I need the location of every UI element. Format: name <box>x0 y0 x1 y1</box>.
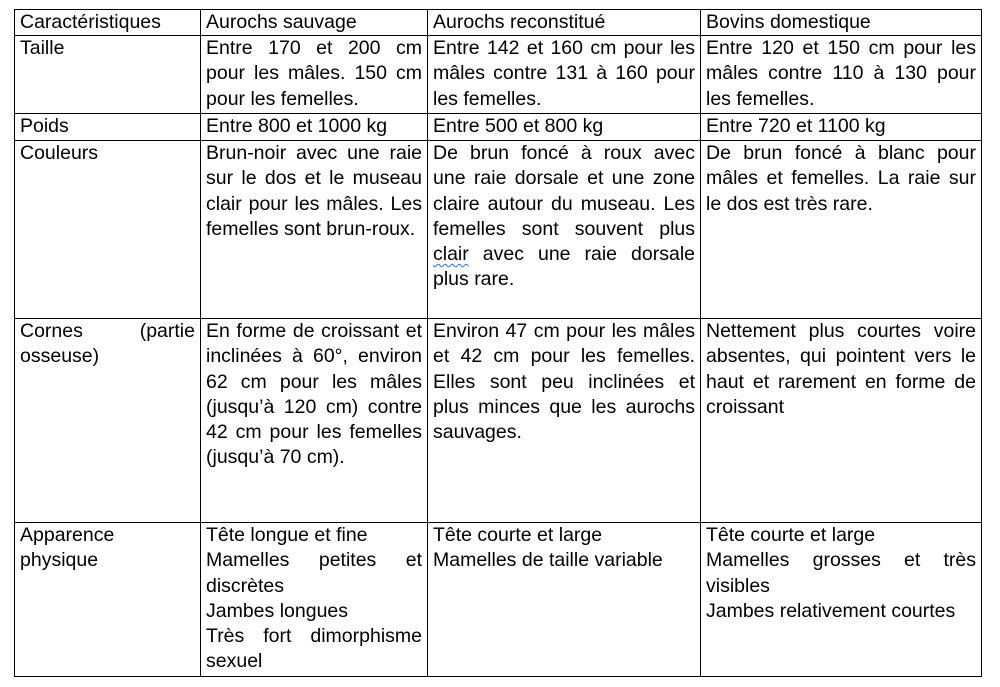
table-row <box>15 114 982 141</box>
comparison-table <box>14 9 982 677</box>
table-row <box>15 36 982 114</box>
row-label-appearance: Apparence physique <box>15 523 201 677</box>
cell-colors-domestic: De brun foncé à blanc pour mâles et femelles. La raie sur le dos est très rare. <box>701 141 982 319</box>
cell-weight-wild: Entre 800 et 1000 kg <box>201 114 428 141</box>
cell-colors-wild: Brun-noir avec une raie sur le dos et le museau clair pour les mâles. Les femelles sont brun-roux. <box>201 141 428 319</box>
cell-weight-domestic: Entre 720 et 1100 kg <box>701 114 982 141</box>
row-label-size: Taille <box>15 36 201 114</box>
table-row <box>15 523 982 677</box>
cell-colors-reconstituted-text-end: avec une raie dorsale plus rare. <box>433 243 695 291</box>
cell-horns-wild: En forme de croissant et inclinées à 60°, environ 62 cm pour les mâles (jusqu’à 120 cm) contre 42 cm pour les femelles (jusqu’à 70 cm). <box>201 319 428 523</box>
row-label-horns: Cornes (partie osseuse) <box>15 319 201 523</box>
row-label-colors: Couleurs <box>15 141 201 319</box>
table-row <box>15 319 982 523</box>
list-item: Mamelles de taille variable <box>433 549 663 572</box>
cell-size-reconstituted: Entre 142 et 160 cm pour les mâles contre 131 à 160 pour les femelles. <box>428 36 701 114</box>
list-item: Jambes longues <box>206 599 349 622</box>
list-item: Tête longue et fine <box>206 524 368 547</box>
table-row <box>15 141 982 319</box>
header-domestic-cattle: Bovins domestique <box>701 10 982 36</box>
header-wild-aurochs: Aurochs sauvage <box>201 10 428 36</box>
list-item: Mamelles petites et discrètes <box>206 549 422 597</box>
row-label-weight: Poids <box>15 114 201 141</box>
list-item: Tête courte et large <box>706 524 876 547</box>
cell-appearance-wild <box>201 523 428 677</box>
cell-horns-domestic: Nettement plus courtes voire absentes, qui pointent vers le haut et rarement en forme de croissant <box>701 319 982 523</box>
list-item: Tête courte et large <box>433 524 603 547</box>
table-header-row <box>15 10 982 36</box>
header-reconstituted-aurochs: Aurochs reconstitué <box>428 10 701 36</box>
list-item: Très fort dimorphisme sexuel <box>206 625 422 673</box>
cell-appearance-reconstituted <box>428 523 701 677</box>
cell-size-domestic: Entre 120 et 150 cm pour les mâles contre 110 à 130 pour les femelles. <box>701 36 982 114</box>
cell-size-wild: Entre 170 et 200 cm pour les mâles. 150 cm pour les femelles. <box>201 36 428 114</box>
cell-horns-reconstituted: Environ 47 cm pour les mâles et 42 cm pour les femelles. Elles sont peu inclinées et plus minces que les aurochs sauvages. <box>428 319 701 523</box>
spellcheck-flagged-word: clair <box>433 243 469 266</box>
cell-appearance-domestic <box>701 523 982 677</box>
cell-colors-reconstituted-text: De brun foncé à roux avec une raie dorsale et une zone claire autour du museau. Les femelles sont souvent plus <box>433 142 695 240</box>
cell-colors-reconstituted <box>428 141 701 319</box>
list-item: Jambes relativement courtes <box>706 599 956 622</box>
cell-weight-reconstituted: Entre 500 et 800 kg <box>428 114 701 141</box>
header-characteristics: Caractéristiques <box>15 10 201 36</box>
list-item: Mamelles grosses et très visibles <box>706 549 976 597</box>
